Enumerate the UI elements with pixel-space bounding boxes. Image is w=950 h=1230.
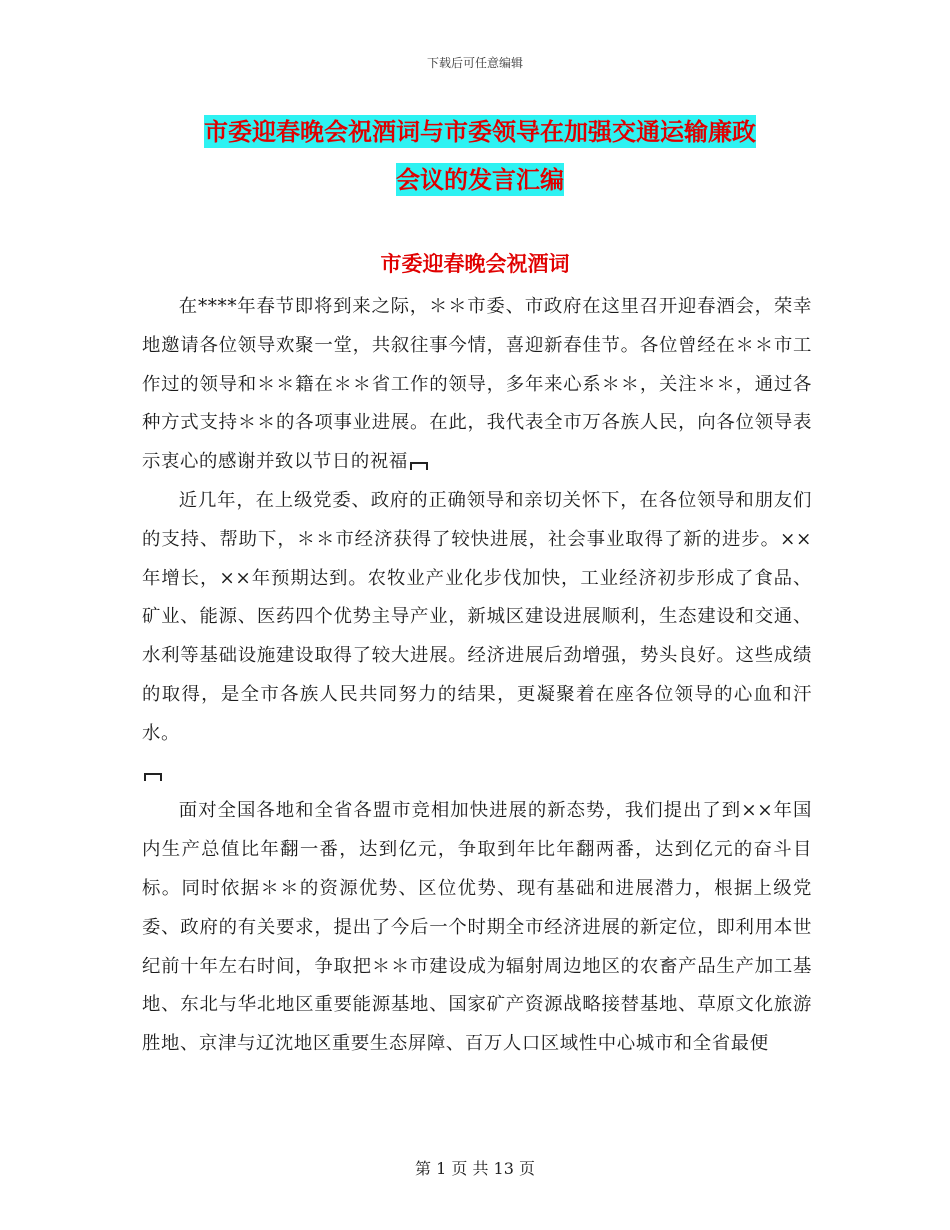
section-title: 市委迎春晚会祝酒词 bbox=[380, 251, 570, 276]
paragraph-1 bbox=[142, 288, 812, 482]
document-title-line2: 会议的发言汇编 bbox=[396, 165, 564, 194]
paragraph-3-text: 面对全国各地和全省各盟市竞相加快进展的新态势，我们提出了到××年国内生产总值比年翻一番，达到亿元，争取到年比年翻两番，达到亿元的奋斗目标。同时依据＊＊的资源优势、区位优势、现有基础和进展潜力，根据上级党委、政府的有关要求，提出了今后一个时期全市经济进展的新定位，即利用本世纪前十年左右时间，争取把＊＊市建设成为辐射周边地区的农畜产品生产加工基地、东北与华北地区重要能源基地、国家矿产资源战略接替基地、草原文化旅游胜地、京津与辽沈地区重要生态屏障、百万人口区域性中心城市和全省最便 bbox=[142, 800, 812, 1055]
paragraph-2-text: 近几年，在上级党委、政府的正确领导和亲切关怀下，在各位领导和朋友们的支持、帮助下，＊＊市经济获得了较快进展，社会事业取得了新的进步。××年增长，××年预期达到。农牧业产业化步伐加快，工业经济初步形成了食品、矿业、能源、医药四个优势主导产业，新城区建设进展顺利，生态建设和交通、水利等基础设施建设取得了较大进展。经济进展后劲增强，势头良好。这些成绩的取得，是全市各族人民共同努力的结果，更凝聚着在座各位领导的心血和汗水。 bbox=[142, 489, 812, 744]
paragraph-1-text: 在****年春节即将到来之际，＊＊市委、市政府在这里召开迎春酒会，荣幸地邀请各位领导欢聚一堂，共叙往事今情，喜迎新春佳节。各位曾经在＊＊市工作过的领导和＊＊籍在＊＊省工作的领导，多年来心系＊＊，关注＊＊，通过各种方式支持＊＊的各项事业进展。在此，我代表全市万各族人民，向各位领导表示衷心的感谢并致以节日的祝福 bbox=[142, 296, 812, 473]
page-header: 下载后可任意编辑 bbox=[426, 56, 523, 70]
paragraph-mark-line bbox=[142, 754, 812, 793]
document-body bbox=[142, 288, 812, 1064]
document-title-line1: 市委迎春晚会祝酒词与市委领导在加强交通运输廉政 bbox=[204, 117, 756, 146]
paragraph-2 bbox=[142, 482, 812, 754]
page-footer: 第 1 页 共 13 页 bbox=[415, 1159, 535, 1178]
paragraph-mark-icon bbox=[144, 773, 162, 781]
paragraph-3 bbox=[142, 792, 812, 1064]
paragraph-mark-icon bbox=[410, 462, 428, 470]
document-title bbox=[140, 108, 820, 204]
